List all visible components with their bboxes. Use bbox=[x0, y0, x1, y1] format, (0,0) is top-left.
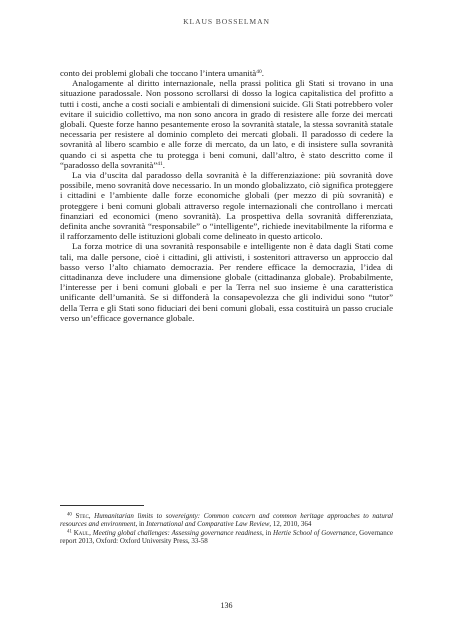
footnote-in: , in bbox=[261, 529, 274, 538]
paragraph-1 bbox=[60, 68, 393, 78]
footnote-author: Stec bbox=[75, 512, 89, 520]
paragraph-3: La via d’uscita dal paradosso della sovranità è la differenziazione: più sovranità dove possibile, meno sovranità dove necessario. In un mondo globalizzato, ciò significa proteggere i cittadini e l’ambiente dalle forze economiche globali (per mezzo di più sovranità) e proteggere i beni comuni globali attraverso regole internazionali che controllano i mercati finanziari ed economici (meno sovranità). La prospettiva della sovranità differenziata, definita anche sovranità “responsabile” o “intelligente”, richiede inevitabilmente la riforma e il rafforzamento delle istituzioni globali come delineato in questo articolo. bbox=[60, 170, 393, 242]
footnote-title: Meeting global challenges: Assessing governance readiness bbox=[92, 529, 262, 538]
footnote-ref-40[interactable]: 40 bbox=[256, 69, 262, 75]
paragraph-2-end: . bbox=[162, 159, 165, 170]
footnote-journal: Hertie School of Governance bbox=[273, 529, 356, 538]
footnotes bbox=[60, 512, 393, 546]
footnote-41: $^{41}$ Kaul, Meeting global challenges: Assessing governance readiness, in Hertie School of Governance, Governance report 2013, Oxford: Oxford University Press, 33-58 bbox=[60, 529, 393, 546]
page-number: 136 bbox=[220, 601, 233, 610]
footnote-author: Kaul bbox=[73, 529, 90, 538]
body-text bbox=[60, 68, 393, 323]
paragraph-2 bbox=[60, 78, 393, 170]
footnote-details: , 12, 2010, 364 bbox=[269, 520, 312, 529]
footnote-mark: 41 bbox=[67, 529, 72, 535]
paragraph-2-text: Analogamente al diritto internazionale, nella prassi politica gli Stati si trovano in una situazione paradossale. Non possono scrollarsi di dosso la logica capitalistica del profitto a tutti i costi, anche a costi sociali e ambientali di dimensioni suicide. Gli Stati potrebbero voler evitare il suicidio collettivo, ma non sono ancora in grado di resistere alle forze dei mercati globali. Queste forze hanno pesantemente eroso la sovranità statale, la stessa sovranità statale necessaria per resistere al dominio completo dei mercati globali. Il paradosso di cedere la sovranità al libero scambio e alle forze di mercato, da un lato, e di insistere sulla sovranità quando ci si aspetta che tu protegga i beni comuni, dall’altro, è stato descritto come il “paradosso della sovranità” bbox=[60, 78, 393, 170]
paragraph-1-text: conto dei problemi globali che toccano l’intera umanità bbox=[60, 68, 257, 78]
footnote-in: , in bbox=[135, 520, 147, 529]
footnote-40: $^{40}$ Stec, Humanitarian limits to sovereignty: Common concern and common heritage approaches to natural resources and environment, in International and Comparative Law Review, 12, 2010, 364 bbox=[60, 512, 394, 529]
paragraph-4: La forza motrice di una sovranità responsabile e intelligente non è data dagli Stati come tali, ma dalle persone, cioè i cittadini, gli attivisti, i sostenitori attraverso un approccio dal basso verso l’alto chiamato democrazia. Per rendere efficace la democrazia, l’idea di cittadinanza deve includere una dimensione globale (cittadinanza globale). Probabilmente, l’interesse per i beni comuni globali e per la Terra nel suo insieme è una caratteristica unificante dell’umanità. Se si diffonderà la consapevolezza che gli individui sono “tutor” della Terra e gli Stati sono fiduciari dei beni comuni globali, essa costituirà un passo cruciale verso un’efficace governance globale. bbox=[60, 241, 393, 323]
footnote-title: Humanitarian limits to sovereignty: Common concern and common heritage approaches to natural resources and environment bbox=[60, 512, 394, 529]
footnote-mark: 40 bbox=[67, 512, 72, 518]
footnote-divider bbox=[60, 505, 144, 506]
footnote-details: , Governance report 2013, Oxford: Oxford University Press, 33-58 bbox=[60, 529, 393, 546]
paragraph-1-end: . bbox=[261, 68, 264, 78]
footnote-ref-41[interactable]: 41 bbox=[157, 160, 163, 167]
footnote-journal: International and Comparative Law Review bbox=[146, 520, 270, 529]
running-head: KLAUS BOSSELMAN bbox=[183, 17, 270, 26]
